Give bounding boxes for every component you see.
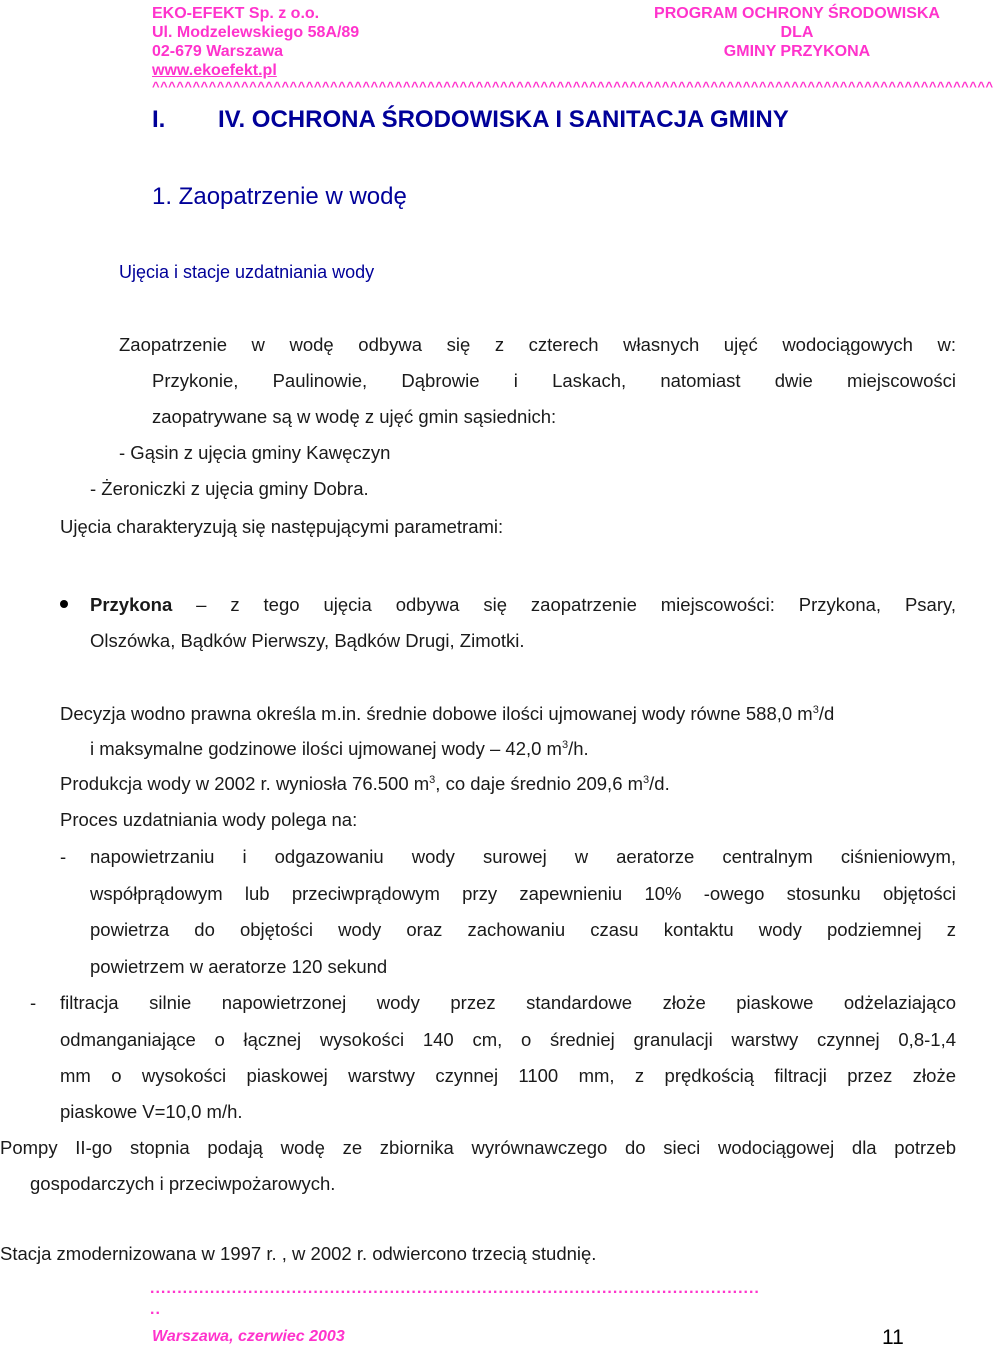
intro-list-item-zeroniczki: - Żeroniczki z ujęcia gminy Dobra. [90,478,369,499]
process-b-line-1: filtracja silnie napowietrzonej wody przez standardowe złoże piaskowe odżelaziająco [60,992,956,1013]
process-b-dash: - [30,992,37,1013]
pumps-line-2: gospodarczych i przeciwpożarowych. [30,1173,336,1194]
process-a-line-1: napowietrzaniu i odgazowaniu wody surowej w aeratorze centralnym ciśnieniowym, [90,846,956,867]
decision-unit-2: /h. [568,738,589,759]
program-title-line1: PROGRAM OCHRONY ŚRODOWISKA [654,5,940,22]
process-b-line-3: mm o wysokości piaskowej warstwy czynnej 1100 mm, z prędkością filtracji przez złoże [60,1065,956,1086]
production-line [60,773,670,795]
subsection-title: Ujęcia i stacje uzdatniania wody [119,262,375,282]
unit-exponent: 3 [561,738,569,751]
footer-dot-continuation: .. [150,1301,161,1318]
params-intro: Ujęcia charakteryzują się następującymi parametrami: [60,516,504,537]
process-b-line-4: piaskowe V=10,0 m/h. [60,1101,243,1122]
process-a-line-4: powietrzem w aeratorze 120 sekund [90,956,388,977]
bullet-dot-icon [60,600,68,608]
bullet-przykona-line-2: Olszówka, Bądków Pierwszy, Bądków Drugi, Zimotki. [90,630,525,651]
process-b-line-2: odmanganiające o łącznej wysokości 140 cm, o średniej granulacji warstwy czynnej 0,8-1,4 [60,1029,956,1050]
process-a-line-2: współprądowym lub przeciwprądowym przy zapewnieniu 10% -owego stosunku objętości [90,883,956,904]
chapter-number: I. [152,106,166,133]
program-title-line2: DLA [780,24,814,41]
company-street: Ul. Modzelewskiego 58A/89 [152,24,360,41]
bullet-przykona-line-1 [90,594,956,616]
decision-text-2: i maksymalne godzinowe ilości ujmowanej wody – 42,0 m [90,738,562,759]
footer-dotted-rule: ................................................................................................................ [150,1280,760,1297]
decision-line-2 [90,738,589,760]
company-name: EKO-EFEKT Sp. z o.o. [152,5,320,22]
process-intro: Proces uzdatniania wody polega na: [60,809,358,830]
process-a-dash: - [60,846,67,867]
chapter-title: IV. OCHRONA ŚRODOWISKA I SANITACJA GMINY [218,106,789,133]
footer-place-date: Warszawa, czerwiec 2003 [152,1328,345,1345]
intro-line-1: Zaopatrzenie w wodę odbywa się z czterech własnych ujęć wodociągowych w: [119,334,956,355]
unit-exponent: 3 [812,703,819,716]
production-text-1: Produkcja wody w 2002 r. wyniosła 76.500 m [60,773,430,794]
decision-unit-1: /d [818,703,835,724]
header-caret-rule: ^^^^^^^^^^^^^^^^^^^^^^^^^^^^^^^^^^^^^^^^^^^^^^^^^^^^^^^^^^^^^^^^^^^^^^^^^^^^^^^^^^^^^^^^^^^^^^^^^^^^^^^^ [152,79,994,94]
section-title: 1. Zaopatrzenie w wodę [152,183,407,210]
station-note: Stacja zmodernizowana w 1997 r. , w 2002 r. odwiercono trzecią studnię. [0,1243,597,1264]
program-title-line3: GMINY PRZYKONA [723,43,871,60]
intro-line-2: Przykonie, Paulinowie, Dąbrowie i Laskach, natomiast dwie miejscowości [152,370,956,391]
bullet-przykona-text: – z tego ujęcia odbywa się zaopatrzenie miejscowości: Przykona, Psary, [172,594,956,615]
company-city: 02-679 Warszawa [152,43,284,60]
unit-exponent: 3 [643,773,650,786]
decision-text-1: Decyzja wodno prawna określa m.in. średnie dobowe ilości ujmowanej wody równe 588,0 m [60,703,813,724]
production-text-2: , co daje średnio 209,6 m [435,773,644,794]
intro-line-3: zaopatrywane są w wodę z ujęć gmin sąsiednich: [152,406,557,427]
decision-line-1 [60,703,834,725]
production-text-3: /d. [649,773,670,794]
unit-exponent: 3 [429,773,436,786]
bullet-przykona-name: Przykona [90,594,173,615]
page-number: 11 [882,1326,904,1349]
intro-list-item-gasin: - Gąsin z ujęcia gminy Kawęczyn [119,442,391,463]
process-a-line-3: powietrza do objętości wody oraz zachowaniu czasu kontaktu wody podziemnej z [90,919,956,940]
company-website-link[interactable]: www.ekoefekt.pl [152,62,277,79]
pumps-line-1: Pompy II-go stopnia podają wodę ze zbiornika wyrównawczego do sieci wodociągowej dla potrzeb [0,1137,956,1158]
